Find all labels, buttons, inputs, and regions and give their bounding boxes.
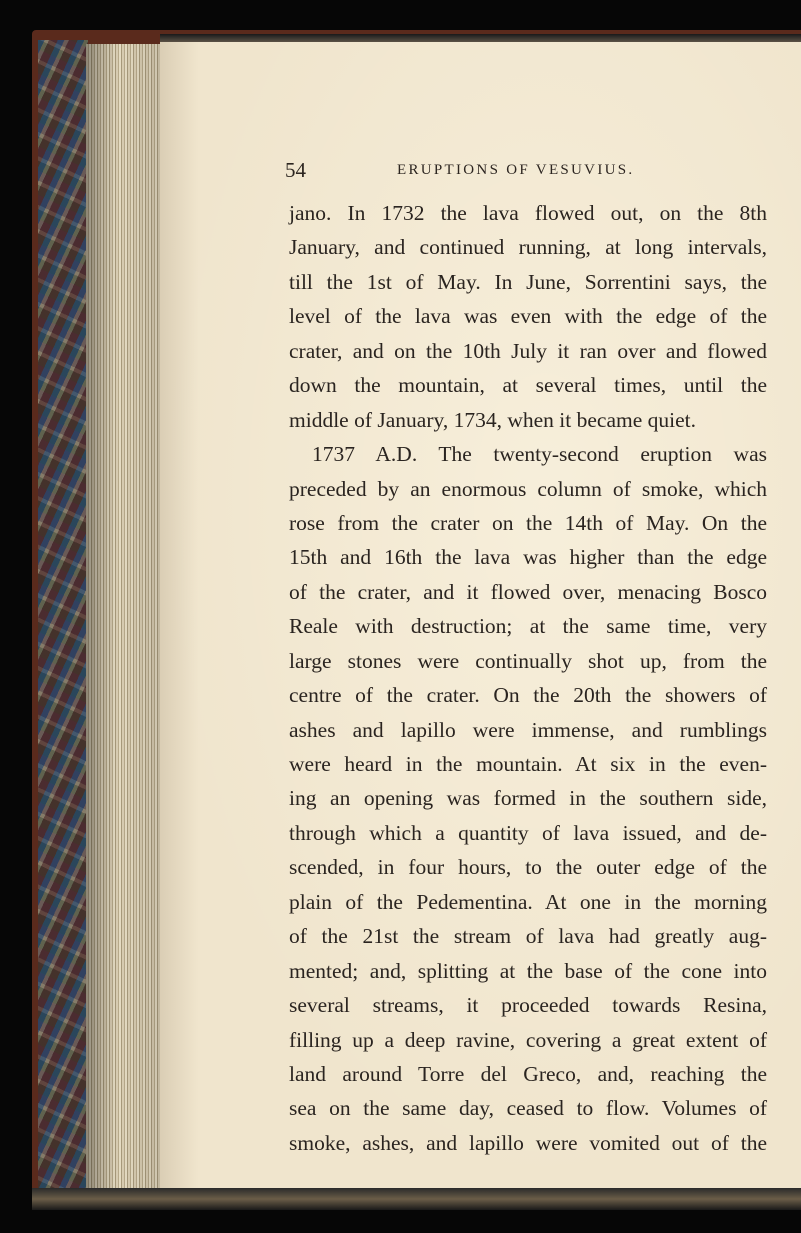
header-title: ERUPTIONS OF VESUVIUS. [397,162,635,178]
text-line: smoke, ashes, and lapillo were vomited out of the [289,1130,767,1155]
text-line: 15th and 16th the lava was higher than the edge [289,545,767,570]
text-line: level of the lava was even with the edge of the [289,304,767,329]
text-line: preceded by an enormous column of smoke, which [289,476,767,501]
text-line: January, and continued running, at long intervals, [289,235,767,260]
marbled-endpaper [38,40,88,1190]
text-line: till the 1st of May. In June, Sorrentini says, the [289,269,767,294]
text-line: of the 21st the stream of lava had greatly aug- [289,924,767,949]
text-line: down the mountain, at several times, until the [289,373,767,398]
text-line: crater, and on the 10th July it ran over and flowed [289,338,767,363]
text-line: sea on the same day, ceased to flow. Volumes of [289,1096,767,1121]
text-line: ing an opening was formed in the southern side, [289,786,767,811]
text-line: several streams, it proceeded towards Resina, [289,993,767,1018]
text-line: rose from the crater on the 14th of May. On the [289,510,767,535]
text-line: 1737 A.D. The twenty-second eruption was [312,442,767,467]
text-line: Reale with destruction; at the same time, very [289,614,767,639]
page-number: 54 [285,158,306,182]
text-line: mented; and, splitting at the base of the cone into [289,958,767,983]
text-line: were heard in the mountain. At six in the even- [289,752,767,776]
text-line: plain of the Pedementina. At one in the morning [289,889,767,914]
text-line: land around Torre del Greco, and, reaching the [289,1061,767,1086]
page-edges-shadow [86,44,166,1190]
body-text [289,196,767,1160]
running-head [285,158,760,188]
text-line: filling up a deep ravine, covering a great extent of [289,1027,767,1052]
text-line: of the crater, and it flowed over, menacing Bosco [289,579,767,604]
text-line: middle of January, 1734, when it became quiet. [289,407,696,432]
bottom-edge [32,1188,801,1210]
text-line: large stones were continually shot up, from the [289,648,767,673]
text-line: jano. In 1732 the lava flowed out, on the 8th [289,201,767,225]
text-line: ashes and lapillo were immense, and rumblings [289,717,767,742]
text-line: scended, in four hours, to the outer edge of the [289,855,767,880]
text-line: through which a quantity of lava issued, and de- [289,820,767,845]
text-line: centre of the crater. On the 20th the showers of [289,683,767,708]
